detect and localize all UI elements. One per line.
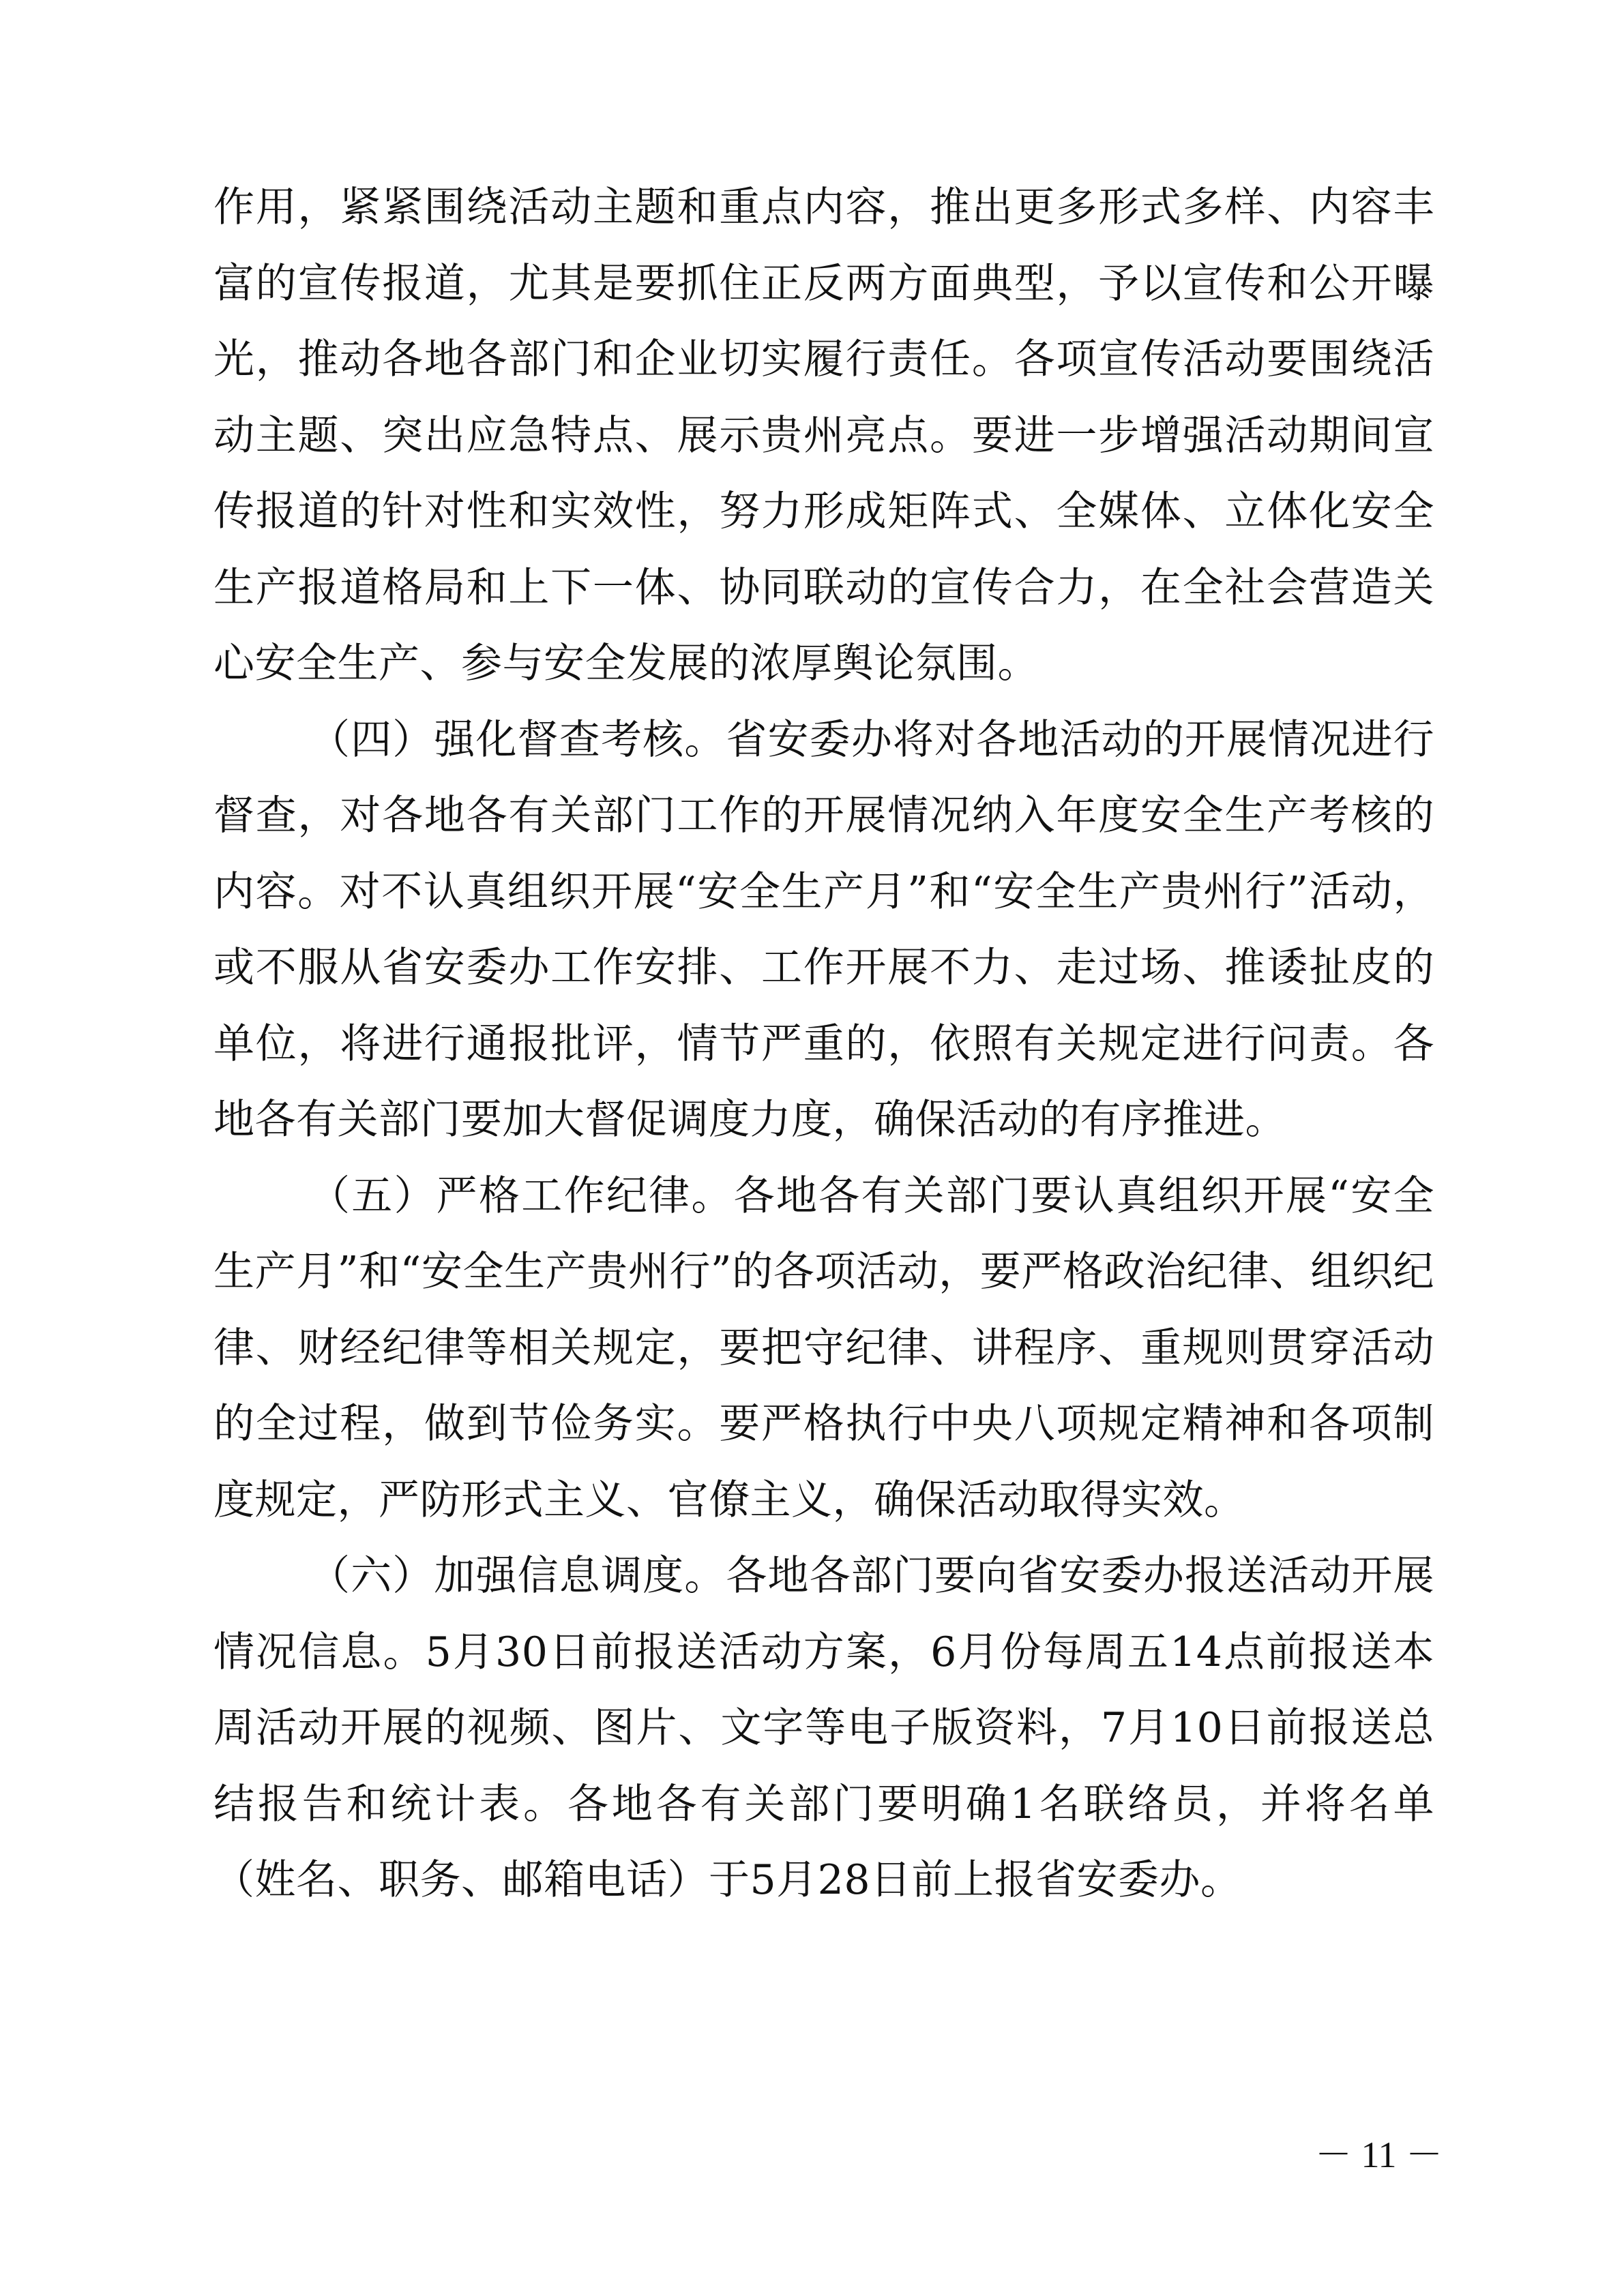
body-text bbox=[213, 170, 1434, 1919]
paragraph-information: （六）加强信息调度。各地各部门要向省安委办报送活动开展情况信息。5月30日前报送活动方案，6月份每周五14点前报送本周活动开展的视频、图片、文字等电子版资料，7月10日前报送总结报告和统计表。各地各有关部门要明确1名联络员，并将名单（姓名、职务、邮箱电话）于5月28日前上报省安委办。 bbox=[213, 1552, 1434, 1904]
paragraph-supervision: （四）强化督查考核。省安委办将对各地活动的开展情况进行督查，对各地各有关部门工作的开展情况纳入年度安全生产考核的内容。对不认真组织开展“安全生产月”和“安全生产贵州行”活动，或不服从省安委办工作安排、工作开展不力、走过场、推诿扯皮的单位，将进行通报批评，情节严重的，依照有关规定进行问责。各地各有关部门要加大督促调度力度，确保活动的有序推进。 bbox=[213, 715, 1434, 1144]
paragraph-discipline: （五）严格工作纪律。各地各有关部门要认真组织开展“安全生产月”和“安全生产贵州行”的各项活动，要严格政治纪律、组织纪律、财经纪律等相关规定，要把守纪律、讲程序、重规则贯穿活动的全过程，做到节俭务实。要严格执行中央八项规定精神和各项制度规定，严防形式主义、官僚主义，确保活动取得实效。 bbox=[213, 1172, 1434, 1524]
page-number: － 11 － bbox=[1315, 2134, 1443, 2175]
paragraph-publicity-continued: 作用，紧紧围绕活动主题和重点内容，推出更多形式多样、内容丰富的宣传报道，尤其是要抓住正反两方面典型，予以宣传和公开曝光，推动各地各部门和企业切实履行责任。各项宣传活动要围绕活动主题、突出应急特点、展示贵州亮点。要进一步增强活动期间宣传报道的针对性和实效性，努力形成矩阵式、全媒体、立体化安全生产报道格局和上下一体、协同联动的宣传合力，在全社会营造关心安全生产、参与安全发展的浓厚舆论氛围。 bbox=[213, 183, 1434, 687]
